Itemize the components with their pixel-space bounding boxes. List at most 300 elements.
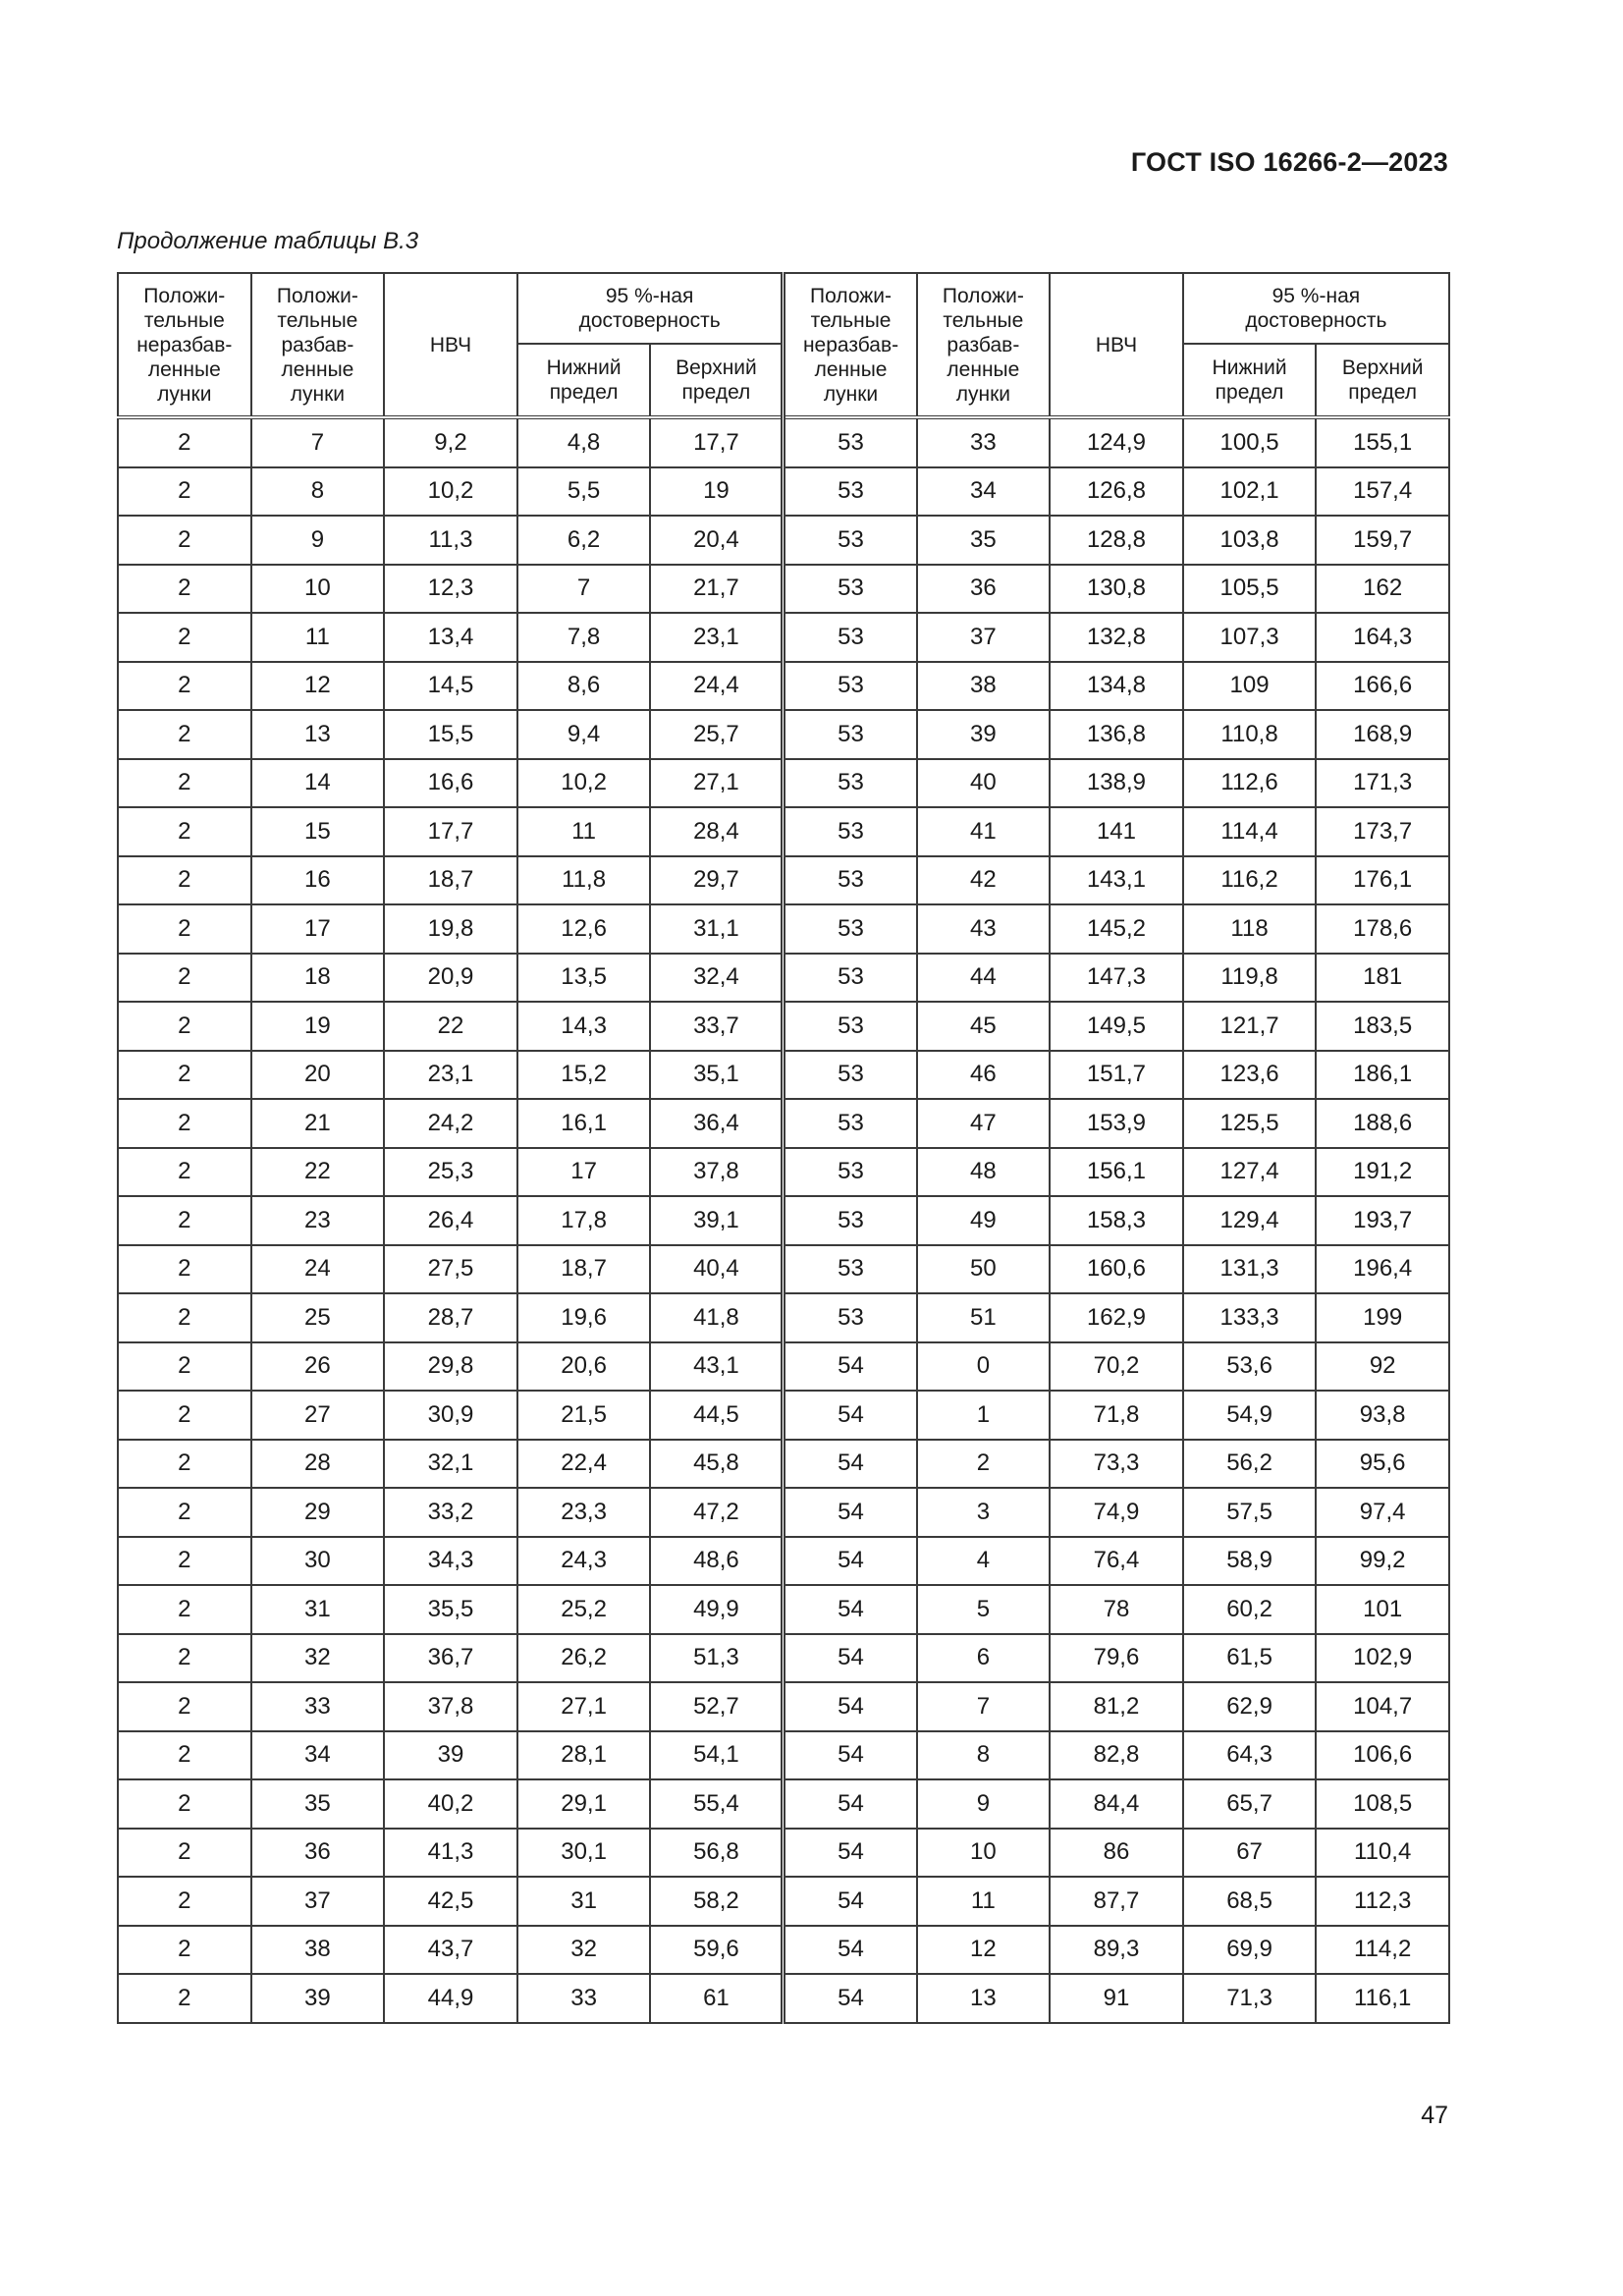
table-cell: 44,9 bbox=[384, 1974, 517, 2023]
table-cell: 41 bbox=[917, 807, 1051, 856]
table-cell: 59,6 bbox=[650, 1926, 784, 1975]
table-cell: 106,6 bbox=[1316, 1731, 1449, 1780]
table-cell: 10,2 bbox=[517, 759, 651, 808]
table-cell: 2 bbox=[118, 1293, 251, 1342]
table-cell: 70,2 bbox=[1050, 1342, 1183, 1392]
header-mpn-right: НВЧ bbox=[1050, 273, 1183, 417]
table-cell: 78 bbox=[1050, 1585, 1183, 1634]
table-cell: 3 bbox=[917, 1488, 1051, 1537]
table-cell: 136,8 bbox=[1050, 710, 1183, 759]
table-cell: 19,8 bbox=[384, 904, 517, 954]
table-cell: 4,8 bbox=[517, 417, 651, 467]
table-cell: 24,2 bbox=[384, 1099, 517, 1148]
table-cell: 130,8 bbox=[1050, 565, 1183, 614]
table-cell: 156,1 bbox=[1050, 1148, 1183, 1197]
table-cell: 8 bbox=[917, 1731, 1051, 1780]
table-cell: 87,7 bbox=[1050, 1877, 1183, 1926]
table-cell: 39 bbox=[384, 1731, 517, 1780]
table-cell: 32 bbox=[517, 1926, 651, 1975]
table-cell: 159,7 bbox=[1316, 516, 1449, 565]
table-cell: 34 bbox=[251, 1731, 385, 1780]
table-cell: 25 bbox=[251, 1293, 385, 1342]
table-cell: 23,3 bbox=[517, 1488, 651, 1537]
table-cell: 131,3 bbox=[1183, 1245, 1317, 1294]
table-row bbox=[118, 1293, 1449, 1342]
table-cell: 39 bbox=[917, 710, 1051, 759]
table-cell: 199 bbox=[1316, 1293, 1449, 1342]
table-cell: 43,7 bbox=[384, 1926, 517, 1975]
table-cell: 2 bbox=[917, 1440, 1051, 1489]
table-cell: 153,9 bbox=[1050, 1099, 1183, 1148]
table-cell: 53,6 bbox=[1183, 1342, 1317, 1392]
table-cell: 46 bbox=[917, 1051, 1051, 1100]
table-cell: 54 bbox=[784, 1731, 917, 1780]
table-cell: 2 bbox=[118, 467, 251, 517]
table-row bbox=[118, 1585, 1449, 1634]
table-cell: 2 bbox=[118, 710, 251, 759]
table-cell: 22,4 bbox=[517, 1440, 651, 1489]
page-number: 47 bbox=[1421, 2102, 1448, 2129]
table-row bbox=[118, 904, 1449, 954]
table-cell: 2 bbox=[118, 1099, 251, 1148]
table-cell: 2 bbox=[118, 1585, 251, 1634]
table-cell: 36,7 bbox=[384, 1634, 517, 1683]
table-cell: 26 bbox=[251, 1342, 385, 1392]
table-row bbox=[118, 516, 1449, 565]
table-cell: 60,2 bbox=[1183, 1585, 1317, 1634]
table-cell: 43,1 bbox=[650, 1342, 784, 1392]
table-cell: 193,7 bbox=[1316, 1196, 1449, 1245]
table-cell: 141 bbox=[1050, 807, 1183, 856]
table-cell: 102,9 bbox=[1316, 1634, 1449, 1683]
table-cell: 2 bbox=[118, 759, 251, 808]
table-cell: 13 bbox=[917, 1974, 1051, 2023]
table-row bbox=[118, 759, 1449, 808]
table-cell: 181 bbox=[1316, 954, 1449, 1003]
table-cell: 82,8 bbox=[1050, 1731, 1183, 1780]
table-cell: 49,9 bbox=[650, 1585, 784, 1634]
table-cell: 19,6 bbox=[517, 1293, 651, 1342]
table-cell: 18,7 bbox=[517, 1245, 651, 1294]
table-cell: 123,6 bbox=[1183, 1051, 1317, 1100]
table-cell: 121,7 bbox=[1183, 1002, 1317, 1051]
table-row bbox=[118, 856, 1449, 905]
document-code: ГОСТ ISO 16266-2—2023 bbox=[1130, 147, 1448, 177]
table-cell: 61 bbox=[650, 1974, 784, 2023]
table-row bbox=[118, 1731, 1449, 1780]
table-cell: 147,3 bbox=[1050, 954, 1183, 1003]
table-row bbox=[118, 1488, 1449, 1537]
table-cell: 43 bbox=[917, 904, 1051, 954]
table-cell: 100,5 bbox=[1183, 417, 1317, 467]
table-cell: 61,5 bbox=[1183, 1634, 1317, 1683]
table-cell: 29,1 bbox=[517, 1779, 651, 1829]
table-row bbox=[118, 710, 1449, 759]
table-cell: 20,9 bbox=[384, 954, 517, 1003]
table-cell: 54 bbox=[784, 1634, 917, 1683]
table-cell: 11,3 bbox=[384, 516, 517, 565]
table-cell: 42,5 bbox=[384, 1877, 517, 1926]
table-cell: 53 bbox=[784, 1051, 917, 1100]
table-cell: 116,2 bbox=[1183, 856, 1317, 905]
table-cell: 22 bbox=[251, 1148, 385, 1197]
header-positive-diluted-left: Положи- тельные разбав- ленные лунки bbox=[251, 273, 385, 417]
table-cell: 176,1 bbox=[1316, 856, 1449, 905]
table-cell: 36 bbox=[251, 1829, 385, 1878]
table-cell: 28 bbox=[251, 1440, 385, 1489]
table-cell: 17 bbox=[517, 1148, 651, 1197]
table-cell: 71,8 bbox=[1050, 1391, 1183, 1440]
table-cell: 53 bbox=[784, 710, 917, 759]
table-cell: 53 bbox=[784, 1099, 917, 1148]
table-row bbox=[118, 954, 1449, 1003]
table-cell: 2 bbox=[118, 904, 251, 954]
table-cell: 52,7 bbox=[650, 1682, 784, 1731]
table-cell: 91 bbox=[1050, 1974, 1183, 2023]
table-cell: 24 bbox=[251, 1245, 385, 1294]
table-cell: 37,8 bbox=[650, 1148, 784, 1197]
table-cell: 84,4 bbox=[1050, 1779, 1183, 1829]
table-cell: 31 bbox=[517, 1877, 651, 1926]
table-row bbox=[118, 1342, 1449, 1392]
table-cell: 2 bbox=[118, 1002, 251, 1051]
table-row bbox=[118, 662, 1449, 711]
table-cell: 110,8 bbox=[1183, 710, 1317, 759]
table-cell: 25,7 bbox=[650, 710, 784, 759]
table-cell: 37 bbox=[251, 1877, 385, 1926]
table-cell: 23,1 bbox=[384, 1051, 517, 1100]
table-cell: 54,1 bbox=[650, 1731, 784, 1780]
table-cell: 183,5 bbox=[1316, 1002, 1449, 1051]
table-cell: 35,5 bbox=[384, 1585, 517, 1634]
table-row bbox=[118, 1099, 1449, 1148]
table-cell: 2 bbox=[118, 1488, 251, 1537]
table-cell: 30,9 bbox=[384, 1391, 517, 1440]
table-cell: 24,3 bbox=[517, 1537, 651, 1586]
table-cell: 16 bbox=[251, 856, 385, 905]
table-cell: 27,5 bbox=[384, 1245, 517, 1294]
table-cell: 17,7 bbox=[650, 417, 784, 467]
table-cell: 49 bbox=[917, 1196, 1051, 1245]
table-cell: 7,8 bbox=[517, 613, 651, 662]
table-cell: 2 bbox=[118, 1731, 251, 1780]
table-cell: 73,3 bbox=[1050, 1440, 1183, 1489]
table-header bbox=[118, 273, 1449, 417]
table-cell: 2 bbox=[118, 1148, 251, 1197]
table-cell: 48,6 bbox=[650, 1537, 784, 1586]
header-lower-right: Нижний предел bbox=[1183, 344, 1317, 417]
table-cell: 40 bbox=[917, 759, 1051, 808]
table-row bbox=[118, 1877, 1449, 1926]
table-cell: 16,6 bbox=[384, 759, 517, 808]
table-cell: 129,4 bbox=[1183, 1196, 1317, 1245]
table-cell: 54 bbox=[784, 1829, 917, 1878]
table-cell: 53 bbox=[784, 516, 917, 565]
table-cell: 53 bbox=[784, 613, 917, 662]
table-cell: 54 bbox=[784, 1488, 917, 1537]
table-cell: 104,7 bbox=[1316, 1682, 1449, 1731]
table-cell: 2 bbox=[118, 417, 251, 467]
table-cell: 28,4 bbox=[650, 807, 784, 856]
table-cell: 56,2 bbox=[1183, 1440, 1317, 1489]
table-cell: 6 bbox=[917, 1634, 1051, 1683]
table-cell: 2 bbox=[118, 1829, 251, 1878]
table-cell: 13,5 bbox=[517, 954, 651, 1003]
table-cell: 12,6 bbox=[517, 904, 651, 954]
table-cell: 38 bbox=[917, 662, 1051, 711]
table-cell: 2 bbox=[118, 1682, 251, 1731]
table-cell: 11 bbox=[251, 613, 385, 662]
table-row bbox=[118, 807, 1449, 856]
table-cell: 53 bbox=[784, 954, 917, 1003]
table-cell: 124,9 bbox=[1050, 417, 1183, 467]
table-cell: 2 bbox=[118, 516, 251, 565]
table-cell: 15,5 bbox=[384, 710, 517, 759]
table-cell: 9,4 bbox=[517, 710, 651, 759]
table-row bbox=[118, 1440, 1449, 1489]
table-cell: 116,1 bbox=[1316, 1974, 1449, 2023]
table-cell: 53 bbox=[784, 1148, 917, 1197]
table-cell: 74,9 bbox=[1050, 1488, 1183, 1537]
table-row bbox=[118, 1682, 1449, 1731]
table-cell: 89,3 bbox=[1050, 1926, 1183, 1975]
table-cell: 26,4 bbox=[384, 1196, 517, 1245]
header-lower-left: Нижний предел bbox=[517, 344, 651, 417]
table-cell: 191,2 bbox=[1316, 1148, 1449, 1197]
table-cell: 2 bbox=[118, 1391, 251, 1440]
table-cell: 33 bbox=[251, 1682, 385, 1731]
data-table-container bbox=[117, 272, 1448, 2024]
table-cell: 27,1 bbox=[650, 759, 784, 808]
table-cell: 127,4 bbox=[1183, 1148, 1317, 1197]
table-cell: 2 bbox=[118, 565, 251, 614]
table-cell: 109 bbox=[1183, 662, 1317, 711]
table-cell: 178,6 bbox=[1316, 904, 1449, 954]
table-cell: 51,3 bbox=[650, 1634, 784, 1683]
table-cell: 18 bbox=[251, 954, 385, 1003]
table-cell: 32,1 bbox=[384, 1440, 517, 1489]
table-cell: 56,8 bbox=[650, 1829, 784, 1878]
table-cell: 53 bbox=[784, 856, 917, 905]
table-row bbox=[118, 1051, 1449, 1100]
table-cell: 54 bbox=[784, 1342, 917, 1392]
table-cell: 151,7 bbox=[1050, 1051, 1183, 1100]
table-cell: 34 bbox=[917, 467, 1051, 517]
table-cell: 53 bbox=[784, 417, 917, 467]
table-cell: 158,3 bbox=[1050, 1196, 1183, 1245]
table-cell: 81,2 bbox=[1050, 1682, 1183, 1731]
table-cell: 29,7 bbox=[650, 856, 784, 905]
table-cell: 8 bbox=[251, 467, 385, 517]
table-cell: 145,2 bbox=[1050, 904, 1183, 954]
table-cell: 164,3 bbox=[1316, 613, 1449, 662]
table-cell: 42 bbox=[917, 856, 1051, 905]
table-row bbox=[118, 467, 1449, 517]
table-cell: 12 bbox=[917, 1926, 1051, 1975]
table-row bbox=[118, 1779, 1449, 1829]
table-cell: 101 bbox=[1316, 1585, 1449, 1634]
header-mpn-left: НВЧ bbox=[384, 273, 517, 417]
table-cell: 9 bbox=[917, 1779, 1051, 1829]
table-cell: 53 bbox=[784, 759, 917, 808]
table-cell: 53 bbox=[784, 904, 917, 954]
table-cell: 35 bbox=[917, 516, 1051, 565]
table-cell: 112,3 bbox=[1316, 1877, 1449, 1926]
table-cell: 27 bbox=[251, 1391, 385, 1440]
table-cell: 10,2 bbox=[384, 467, 517, 517]
table-cell: 17,8 bbox=[517, 1196, 651, 1245]
table-cell: 2 bbox=[118, 1245, 251, 1294]
table-cell: 118 bbox=[1183, 904, 1317, 954]
table-cell: 19 bbox=[650, 467, 784, 517]
table-cell: 23 bbox=[251, 1196, 385, 1245]
table-cell: 11 bbox=[917, 1877, 1051, 1926]
table-cell: 36,4 bbox=[650, 1099, 784, 1148]
table-cell: 40,4 bbox=[650, 1245, 784, 1294]
table-cell: 188,6 bbox=[1316, 1099, 1449, 1148]
table-cell: 7 bbox=[517, 565, 651, 614]
table-cell: 4 bbox=[917, 1537, 1051, 1586]
table-cell: 168,9 bbox=[1316, 710, 1449, 759]
table-cell: 55,4 bbox=[650, 1779, 784, 1829]
table-cell: 33 bbox=[917, 417, 1051, 467]
table-cell: 41,3 bbox=[384, 1829, 517, 1878]
table-cell: 53 bbox=[784, 1196, 917, 1245]
table-cell: 14 bbox=[251, 759, 385, 808]
table-cell: 105,5 bbox=[1183, 565, 1317, 614]
table-cell: 32 bbox=[251, 1634, 385, 1683]
table-cell: 2 bbox=[118, 1877, 251, 1926]
table-cell: 10 bbox=[251, 565, 385, 614]
table-row bbox=[118, 1634, 1449, 1683]
table-cell: 2 bbox=[118, 1926, 251, 1975]
table-cell: 54 bbox=[784, 1926, 917, 1975]
table-cell: 15 bbox=[251, 807, 385, 856]
table-cell: 2 bbox=[118, 1051, 251, 1100]
table-cell: 9 bbox=[251, 516, 385, 565]
table-cell: 54,9 bbox=[1183, 1391, 1317, 1440]
table-cell: 21 bbox=[251, 1099, 385, 1148]
table-cell: 79,6 bbox=[1050, 1634, 1183, 1683]
table-cell: 53 bbox=[784, 807, 917, 856]
table-cell: 38 bbox=[251, 1926, 385, 1975]
table-cell: 28,1 bbox=[517, 1731, 651, 1780]
table-cell: 54 bbox=[784, 1779, 917, 1829]
table-cell: 114,4 bbox=[1183, 807, 1317, 856]
table-cell: 27,1 bbox=[517, 1682, 651, 1731]
table-cell: 28,7 bbox=[384, 1293, 517, 1342]
table-cell: 110,4 bbox=[1316, 1829, 1449, 1878]
table-cell: 20,6 bbox=[517, 1342, 651, 1392]
table-cell: 44,5 bbox=[650, 1391, 784, 1440]
table-cell: 162 bbox=[1316, 565, 1449, 614]
table-row bbox=[118, 1974, 1449, 2023]
table-cell: 2 bbox=[118, 1974, 251, 2023]
table-cell: 54 bbox=[784, 1585, 917, 1634]
header-positive-undiluted-left: Положи- тельные неразбав- ленные лунки bbox=[118, 273, 251, 417]
header-confidence-right: 95 %-ная достоверность bbox=[1183, 273, 1449, 344]
table-cell: 6,2 bbox=[517, 516, 651, 565]
table-cell: 25,2 bbox=[517, 1585, 651, 1634]
table-cell: 15,2 bbox=[517, 1051, 651, 1100]
table-cell: 48 bbox=[917, 1148, 1051, 1197]
table-row bbox=[118, 417, 1449, 467]
table-cell: 2 bbox=[118, 1440, 251, 1489]
table-cell: 125,5 bbox=[1183, 1099, 1317, 1148]
table-cell: 19 bbox=[251, 1002, 385, 1051]
table-cell: 47,2 bbox=[650, 1488, 784, 1537]
table-cell: 23,1 bbox=[650, 613, 784, 662]
table-cell: 33,2 bbox=[384, 1488, 517, 1537]
table-cell: 58,2 bbox=[650, 1877, 784, 1926]
table-cell: 67 bbox=[1183, 1829, 1317, 1878]
table-cell: 33,7 bbox=[650, 1002, 784, 1051]
table-cell: 40,2 bbox=[384, 1779, 517, 1829]
table-cell: 160,6 bbox=[1050, 1245, 1183, 1294]
table-cell: 68,5 bbox=[1183, 1877, 1317, 1926]
data-table bbox=[117, 272, 1450, 2024]
table-row bbox=[118, 1537, 1449, 1586]
table-cell: 134,8 bbox=[1050, 662, 1183, 711]
table-row bbox=[118, 1002, 1449, 1051]
table-cell: 39 bbox=[251, 1974, 385, 2023]
table-cell: 166,6 bbox=[1316, 662, 1449, 711]
table-cell: 97,4 bbox=[1316, 1488, 1449, 1537]
table-cell: 64,3 bbox=[1183, 1731, 1317, 1780]
table-cell: 53 bbox=[784, 565, 917, 614]
table-cell: 65,7 bbox=[1183, 1779, 1317, 1829]
table-cell: 32,4 bbox=[650, 954, 784, 1003]
table-cell: 107,3 bbox=[1183, 613, 1317, 662]
table-cell: 26,2 bbox=[517, 1634, 651, 1683]
table-cell: 12 bbox=[251, 662, 385, 711]
table-cell: 119,8 bbox=[1183, 954, 1317, 1003]
table-row bbox=[118, 1196, 1449, 1245]
table-cell: 16,1 bbox=[517, 1099, 651, 1148]
table-cell: 33 bbox=[517, 1974, 651, 2023]
table-cell: 7 bbox=[917, 1682, 1051, 1731]
table-cell: 95,6 bbox=[1316, 1440, 1449, 1489]
table-cell: 2 bbox=[118, 1196, 251, 1245]
table-cell: 71,3 bbox=[1183, 1974, 1317, 2023]
table-cell: 132,8 bbox=[1050, 613, 1183, 662]
table-cell: 20,4 bbox=[650, 516, 784, 565]
table-cell: 53 bbox=[784, 467, 917, 517]
table-cell: 2 bbox=[118, 954, 251, 1003]
table-cell: 62,9 bbox=[1183, 1682, 1317, 1731]
table-cell: 5 bbox=[917, 1585, 1051, 1634]
table-row bbox=[118, 1829, 1449, 1878]
table-cell: 37,8 bbox=[384, 1682, 517, 1731]
table-cell: 12,3 bbox=[384, 565, 517, 614]
table-cell: 149,5 bbox=[1050, 1002, 1183, 1051]
table-caption: Продолжение таблицы B.3 bbox=[117, 228, 419, 254]
table-cell: 2 bbox=[118, 662, 251, 711]
table-cell: 7 bbox=[251, 417, 385, 467]
table-cell: 37 bbox=[917, 613, 1051, 662]
table-cell: 53 bbox=[784, 1002, 917, 1051]
table-cell: 103,8 bbox=[1183, 516, 1317, 565]
table-cell: 34,3 bbox=[384, 1537, 517, 1586]
table-cell: 162,9 bbox=[1050, 1293, 1183, 1342]
table-row bbox=[118, 1245, 1449, 1294]
table-cell: 128,8 bbox=[1050, 516, 1183, 565]
table-cell: 54 bbox=[784, 1682, 917, 1731]
table-cell: 92 bbox=[1316, 1342, 1449, 1392]
table-cell: 21,7 bbox=[650, 565, 784, 614]
table-cell: 2 bbox=[118, 1342, 251, 1392]
table-row bbox=[118, 1926, 1449, 1975]
